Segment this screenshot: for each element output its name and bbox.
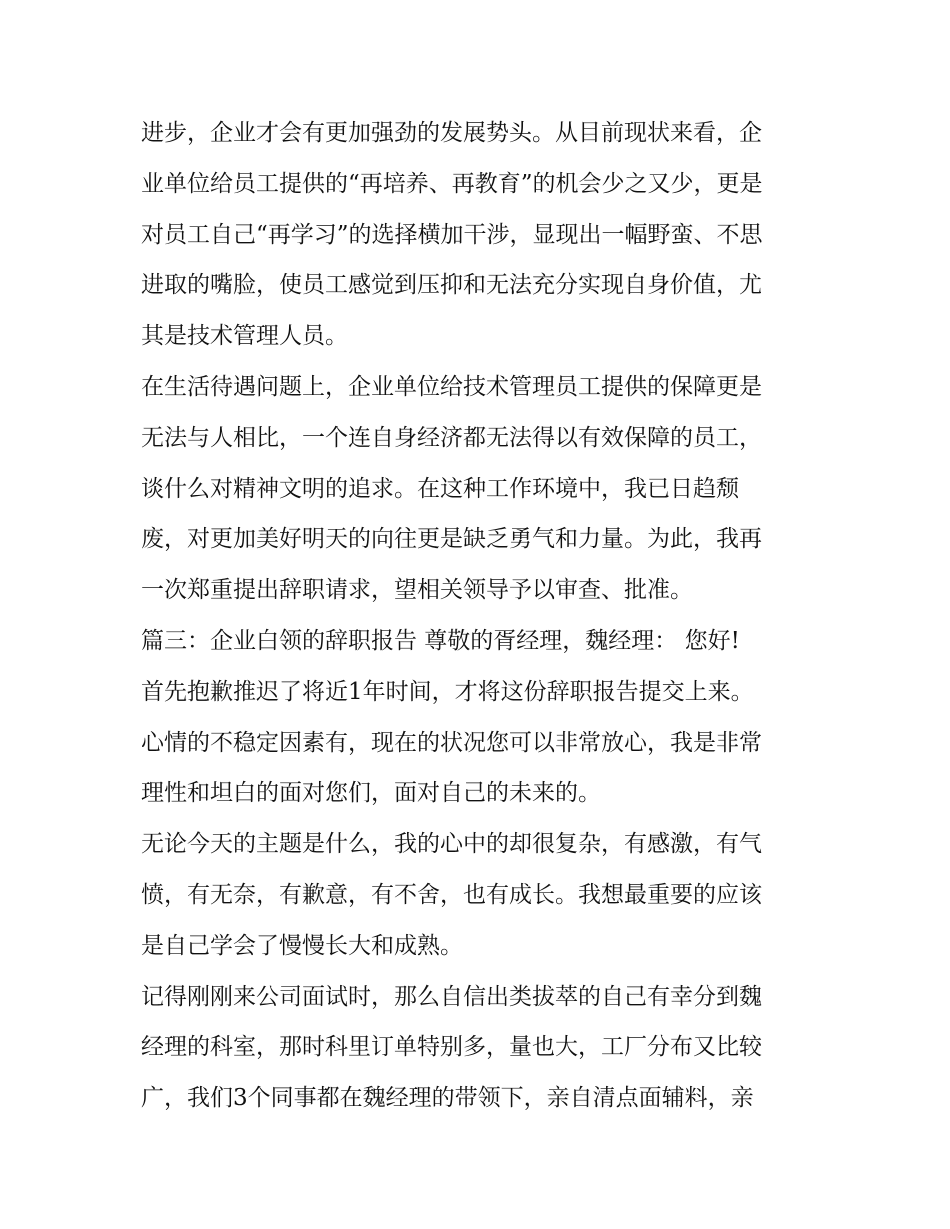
text-line: 进取的嘴脸，使员工感觉到压抑和无法充分实现自身价值，尤 <box>141 272 762 299</box>
text-line: 经理的科室，那时科里订单特别多，量也大，工厂分布又比较 <box>141 1034 762 1061</box>
text-line: 广，我们3个同事都在魏经理的带领下，亲自清点面辅料，亲 <box>141 1085 754 1112</box>
text-line: 在生活待遇问题上，企业单位给技术管理员工提供的保障更是 <box>141 373 762 400</box>
text-line: 首先抱歉推迟了将近1年时间，才将这份辞职报告提交上来。 <box>141 678 754 705</box>
text-line: 废，对更加美好明天的向往更是缺乏勇气和力量。为此，我再 <box>141 526 762 553</box>
text-line: 是自己学会了慢慢长大和成熟。 <box>141 932 463 959</box>
text-line: 其是技术管理人员。 <box>141 323 348 350</box>
text-line: 无论今天的主题是什么，我的心中的却很复杂，有感激，有气 <box>141 831 762 858</box>
text-line: 记得刚刚来公司面试时，那么自信出类拔萃的自己有幸分到魏 <box>141 983 762 1010</box>
text-line: 无法与人相比，一个连自身经济都无法得以有效保障的员工， <box>141 424 762 451</box>
text-line: 心情的不稳定因素有，现在的状况您可以非常放心，我是非常 <box>141 729 762 756</box>
text-line: 愤，有无奈，有歉意，有不舍，也有成长。我想最重要的应该 <box>141 881 762 908</box>
text-line: 进步，企业才会有更加强劲的发展势头。从目前现状来看，企 <box>141 120 762 146</box>
document-body <box>141 108 821 1124</box>
section-heading-line: 篇三：企业白领的辞职报告 尊敬的胥经理，魏经理： 您好! <box>141 627 740 654</box>
text-line: 一次郑重提出辞职请求，望相关领导予以审查、批准。 <box>141 577 693 604</box>
text-line: 谈什么对精神文明的追求。在这种工作环境中，我已日趋颓 <box>141 475 739 502</box>
text-line: 理性和坦白的面对您们，面对自己的未来的。 <box>141 780 601 807</box>
text-line: 业单位给员工提供的“再培养、再教育”的机会少之又少，更是 <box>141 170 763 197</box>
text-line: 对员工自己“再学习”的选择横加干涉，显现出一幅野蛮、不思 <box>141 221 763 248</box>
